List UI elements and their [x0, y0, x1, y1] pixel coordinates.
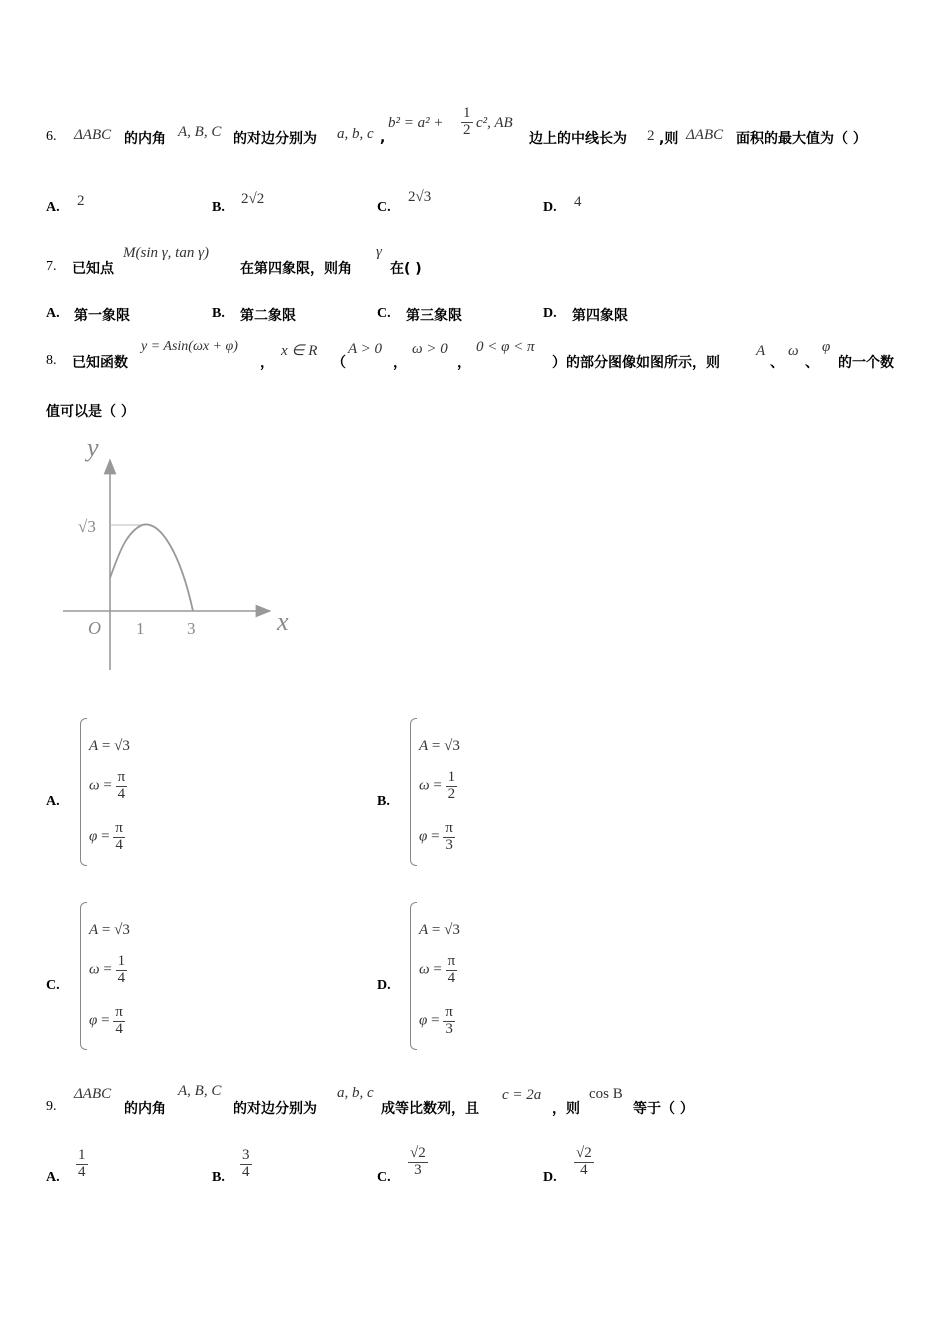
q8-graph [55, 432, 305, 677]
q8-b-p-den: 3 [445, 836, 453, 853]
q6-median-length: 2 [647, 128, 655, 144]
q9-number: 9. [46, 1099, 57, 1114]
q8-option-c-phi: φ = $\frac{\pi}{4}$ [89, 1004, 123, 1037]
q8-option-d-amp: A = √3 [419, 922, 460, 938]
q6-triangle: ΔABC [74, 127, 112, 143]
q8-var-omega: ω [788, 343, 799, 359]
q6-option-a-label: A. [46, 200, 60, 215]
q8-comma-3: ， [457, 355, 471, 371]
q8-a-w-num: π [117, 769, 126, 785]
q8-option-a-brace [80, 718, 87, 866]
q8-option-d-phi: φ = $\frac{\pi}{3}$ [419, 1004, 453, 1037]
q8-sep-2: 、 [805, 355, 819, 371]
q8-cond-a: A > 0 [348, 341, 383, 357]
q9-angles: A, B, C [178, 1083, 222, 1099]
q8-comma-2: ， [393, 355, 407, 371]
q9-b-num: 3 [242, 1147, 250, 1163]
q6-option-d-value: 4 [574, 194, 582, 210]
q9-option-b-fraction [240, 1148, 252, 1181]
q9-option-b-label: B. [212, 1170, 225, 1185]
q7-text-3: 在( ) [390, 261, 422, 277]
q8-a-p-num: π [115, 820, 123, 836]
q6-text-3: 边上的中线长为 [529, 131, 627, 147]
q8-c-w-den: 4 [117, 969, 126, 986]
q9-triangle: ΔABC [74, 1086, 112, 1102]
graph-x-tick-1: 1 [136, 619, 145, 638]
q8-a-A-value: √3 [114, 738, 130, 754]
q8-option-b-phi: φ = $\frac{\pi}{3}$ [419, 820, 453, 853]
q9-option-a-label: A. [46, 1170, 60, 1185]
q6-text-5: 面积的最大值为（ ） [736, 131, 867, 147]
q7-option-a-label: A. [46, 306, 60, 321]
q6-half-num: 1 [463, 105, 471, 121]
q9-option-c-fraction [408, 1146, 428, 1179]
q8-b-p-num: π [445, 820, 453, 836]
q8-d-w-den: 4 [447, 969, 456, 986]
q6-angles: A, B, C [178, 124, 222, 140]
q8-d-w-num: π [447, 953, 456, 969]
graph-y-tick-sqrt3: √3 [78, 517, 96, 536]
q6-triangle-2: ΔABC [686, 127, 724, 143]
q6-option-a-value: 2 [77, 193, 85, 209]
q8-option-a-omega: ω = $\frac{\pi}{4}$ [89, 769, 126, 802]
q9-d-num: √2 [576, 1145, 592, 1161]
q6-half-fraction [461, 106, 473, 139]
q9-option-a-fraction [76, 1148, 88, 1181]
q9-cosb: cos B [589, 1086, 623, 1102]
q8-option-b-amp: A = √3 [419, 738, 460, 754]
q6-option-b-label: B. [212, 200, 225, 215]
q9-option-c-label: C. [377, 1170, 391, 1185]
q8-cond-phi: 0 < φ < π [476, 339, 535, 355]
q8-text-2: ）的部分图像如图所示，则 [552, 355, 720, 371]
q8-b-w-den: 2 [447, 785, 456, 802]
q7-option-c-value: 第三象限 [406, 308, 462, 324]
q8-c-w-num: 1 [117, 953, 126, 969]
q8-var-phi: φ [822, 339, 831, 355]
q9-text-5: 等于（ ） [633, 1101, 694, 1117]
q8-d-p-den: 3 [445, 1020, 453, 1037]
q7-option-a-value: 第一象限 [74, 308, 130, 324]
graph-x-label: x [277, 607, 289, 636]
q8-text-3: 的一个数 [838, 355, 894, 371]
q8-option-b-brace [410, 718, 417, 866]
q9-sides: a, b, c [337, 1085, 374, 1101]
q8-option-d-label: D. [377, 978, 391, 993]
q7-number: 7. [46, 259, 57, 274]
q9-b-den: 4 [242, 1163, 250, 1180]
q9-text-4: ，则 [552, 1101, 580, 1117]
q9-text-2: 的对边分别为 [233, 1101, 317, 1117]
q6-text-2: 的对边分别为 [233, 131, 317, 147]
graph-x-tick-3: 3 [187, 619, 196, 638]
q6-option-d-label: D. [543, 200, 557, 215]
q9-d-den: 4 [580, 1161, 588, 1178]
q7-option-c-label: C. [377, 306, 391, 321]
q8-b-A-value: √3 [444, 738, 460, 754]
q6-option-b-value: 2√2 [241, 191, 265, 207]
q6-option-c-label: C. [377, 200, 391, 215]
q6-comma: , [380, 130, 386, 146]
q8-option-b-omega: ω = $\frac{1}{2}$ [419, 769, 456, 802]
q8-c-A-value: √3 [114, 922, 130, 938]
q8-option-a-phi: φ = $\frac{\pi}{4}$ [89, 820, 123, 853]
graph-origin-label: O [88, 618, 101, 638]
q8-option-b-label: B. [377, 794, 390, 809]
q8-text-line2: 值可以是（ ） [46, 404, 135, 420]
q8-d-A-value: √3 [444, 922, 460, 938]
q8-sep-1: 、 [770, 355, 784, 371]
q9-c-den: 3 [414, 1161, 422, 1178]
q7-option-b-label: B. [212, 306, 225, 321]
q8-option-c-label: C. [46, 978, 60, 993]
q7-point: M(sin γ, tan γ) [123, 245, 209, 261]
q8-comma-1: ， [260, 355, 274, 371]
q7-text-2: 在第四象限，则角 [240, 261, 352, 277]
q8-d-p-num: π [445, 1004, 453, 1020]
q9-text-1: 的内角 [124, 1101, 166, 1117]
q8-a-w-den: 4 [117, 785, 126, 802]
q6-sides: a, b, c [337, 126, 374, 142]
q8-function: y = Asin(ωx + φ) [141, 339, 238, 354]
q6-text-1: 的内角 [124, 131, 166, 147]
q8-number: 8. [46, 353, 57, 368]
q9-condition: c = 2a [502, 1087, 542, 1103]
q7-text-1: 已知点 [72, 261, 114, 277]
q7-option-b-value: 第二象限 [240, 308, 296, 324]
q8-option-c-amp: A = √3 [89, 922, 130, 938]
q8-option-a-label: A. [46, 794, 60, 809]
q7-option-d-value: 第四象限 [572, 308, 628, 324]
q9-c-num: √2 [410, 1145, 426, 1161]
graph-y-label: y [87, 433, 99, 462]
q9-a-num: 1 [78, 1147, 86, 1163]
q8-paren-open: （ [332, 355, 346, 371]
q8-option-c-omega: ω = $\frac{1}{4}$ [89, 953, 126, 986]
q7-gamma: γ [376, 244, 382, 260]
q9-option-d-fraction [574, 1146, 594, 1179]
q6-text-4: ,则 [659, 131, 679, 147]
q8-option-d-brace [410, 902, 417, 1050]
q8-cond-omega: ω > 0 [412, 341, 448, 357]
q8-domain: x ∈ R [281, 343, 318, 359]
q8-c-p-num: π [115, 1004, 123, 1020]
q9-a-den: 4 [78, 1163, 86, 1180]
q8-option-c-brace [80, 902, 87, 1050]
q9-option-d-label: D. [543, 1170, 557, 1185]
q8-a-p-den: 4 [115, 836, 123, 853]
q9-text-3: 成等比数列，且 [381, 1101, 479, 1117]
q7-option-d-label: D. [543, 306, 557, 321]
q8-c-p-den: 4 [115, 1020, 123, 1037]
q6-option-c-value: 2√3 [408, 189, 432, 205]
q8-option-d-omega: ω = $\frac{\pi}{4}$ [419, 953, 456, 986]
q8-b-w-num: 1 [447, 769, 456, 785]
q8-var-a: A [756, 343, 766, 359]
q6-equation-right: c², AB [476, 115, 513, 131]
sine-curve [110, 524, 193, 611]
q6-number: 6. [46, 129, 57, 144]
q6-half-den: 2 [463, 121, 471, 138]
q8-option-a-amp: A = √3 [89, 738, 130, 754]
q6-equation-left: b² = a² + [388, 115, 444, 131]
q8-text-1: 已知函数 [72, 355, 128, 371]
